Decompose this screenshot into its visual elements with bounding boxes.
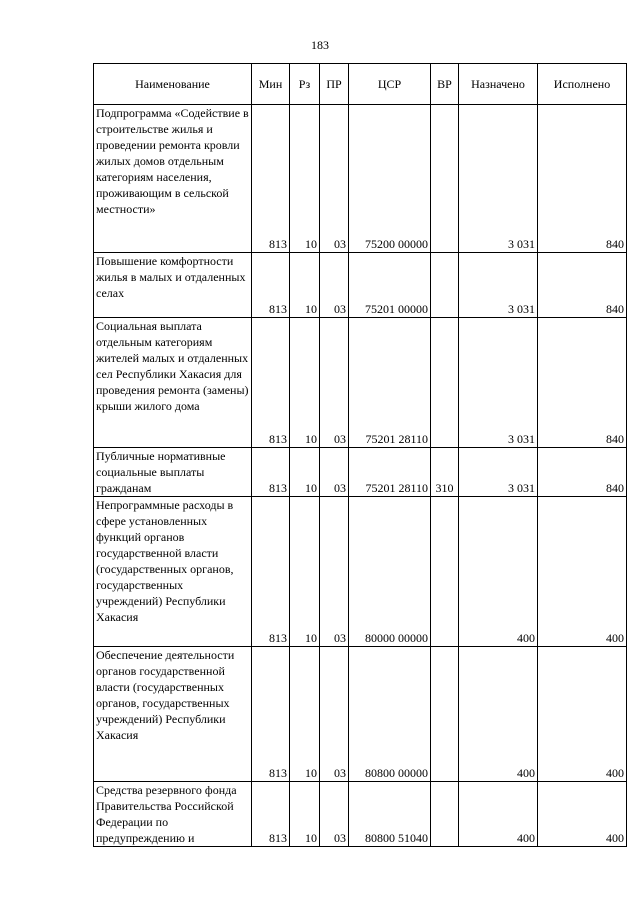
- cell-rz: 10: [290, 318, 320, 448]
- cell-rz: 10: [290, 253, 320, 318]
- cell-csr: 75201 00000: [349, 253, 431, 318]
- cell-vr: [431, 105, 459, 253]
- cell-vr: 310: [431, 448, 459, 497]
- cell-pr: 03: [320, 318, 349, 448]
- table-row: [94, 253, 627, 318]
- table-row: [94, 318, 627, 448]
- cell-assigned: 3 031: [459, 105, 538, 253]
- header-executed: Исполнено: [538, 64, 627, 105]
- cell-pr: 03: [320, 647, 349, 782]
- cell-pr: 03: [320, 253, 349, 318]
- cell-vr: [431, 497, 459, 647]
- cell-rz: 10: [290, 782, 320, 847]
- table-row: [94, 105, 627, 253]
- table-header-row: [94, 64, 627, 105]
- cell-pr: 03: [320, 448, 349, 497]
- cell-pr: 03: [320, 497, 349, 647]
- cell-executed: 840: [538, 448, 627, 497]
- cell-assigned: 3 031: [459, 448, 538, 497]
- table-row: [94, 497, 627, 647]
- cell-csr: 80800 00000: [349, 647, 431, 782]
- cell-assigned: 3 031: [459, 318, 538, 448]
- cell-csr: 75201 28110: [349, 448, 431, 497]
- cell-executed: 400: [538, 647, 627, 782]
- header-assigned: Назначено: [459, 64, 538, 105]
- cell-vr: [431, 647, 459, 782]
- cell-min: 813: [252, 782, 290, 847]
- cell-executed: 840: [538, 318, 627, 448]
- table-row: [94, 782, 627, 847]
- cell-executed: 400: [538, 782, 627, 847]
- cell-name: Повышение комфортности жилья в малых и отдаленных селах: [94, 253, 252, 318]
- header-name: Наименование: [94, 64, 252, 105]
- cell-min: 813: [252, 647, 290, 782]
- cell-assigned: 400: [459, 497, 538, 647]
- cell-rz: 10: [290, 448, 320, 497]
- cell-name: Публичные нормативные социальные выплаты гражданам: [94, 448, 252, 497]
- cell-vr: [431, 318, 459, 448]
- header-min: Мин: [252, 64, 290, 105]
- header-pr: ПР: [320, 64, 349, 105]
- cell-name: Подпрограмма «Содействие в строительстве жилья и проведении ремонта кровли жилых домов отдельным категориям населения, проживающим в сельской местности»: [94, 105, 252, 253]
- cell-min: 813: [252, 253, 290, 318]
- cell-rz: 10: [290, 497, 320, 647]
- cell-pr: 03: [320, 105, 349, 253]
- cell-name: Обеспечение деятельности органов государственной власти (государственных органов, государственных учреждений) Республики Хакасия: [94, 647, 252, 782]
- cell-min: 813: [252, 497, 290, 647]
- cell-assigned: 400: [459, 782, 538, 847]
- table-row: [94, 448, 627, 497]
- cell-vr: [431, 253, 459, 318]
- page-number: 183: [311, 38, 329, 52]
- cell-csr: 80000 00000: [349, 497, 431, 647]
- cell-executed: 840: [538, 105, 627, 253]
- cell-rz: 10: [290, 647, 320, 782]
- cell-name: Непрограммные расходы в сфере установленных функций органов государственной власти (государственных органов, государственных учреждений) Республики Хакасия: [94, 497, 252, 647]
- header-rz: Рз: [290, 64, 320, 105]
- cell-rz: 10: [290, 105, 320, 253]
- cell-pr: 03: [320, 782, 349, 847]
- cell-name: Социальная выплата отдельным категориям жителей малых и отдаленных сел Республики Хакасия для проведения ремонта (замены) крыши жилого дома: [94, 318, 252, 448]
- header-csr: ЦСР: [349, 64, 431, 105]
- cell-vr: [431, 782, 459, 847]
- cell-csr: 80800 51040: [349, 782, 431, 847]
- cell-csr: 75201 28110: [349, 318, 431, 448]
- cell-executed: 400: [538, 497, 627, 647]
- cell-name: Средства резервного фонда Правительства Российской Федерации по предупреждению и: [94, 782, 252, 847]
- cell-assigned: 3 031: [459, 253, 538, 318]
- header-vr: ВР: [431, 64, 459, 105]
- cell-min: 813: [252, 318, 290, 448]
- cell-executed: 840: [538, 253, 627, 318]
- cell-min: 813: [252, 105, 290, 253]
- budget-table: [93, 63, 627, 847]
- table-row: [94, 647, 627, 782]
- cell-assigned: 400: [459, 647, 538, 782]
- cell-min: 813: [252, 448, 290, 497]
- cell-csr: 75200 00000: [349, 105, 431, 253]
